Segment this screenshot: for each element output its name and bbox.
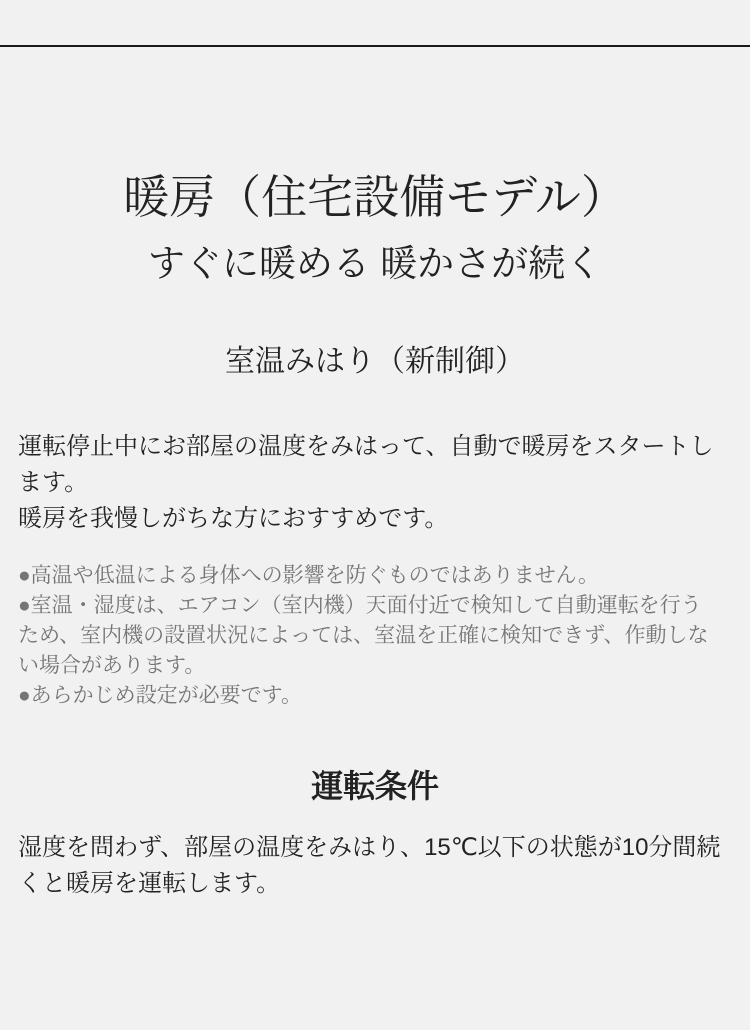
note-item: ため、室内機の設置状況によっては、室温を正確に検知できず、作動しな [18, 624, 709, 647]
text-line: 湿度を問わず、部屋の温度をみはり、15℃以下の状態が10分間続 [18, 834, 721, 861]
conditions-description [18, 830, 732, 902]
note-item: ●高温や低温による身体への影響を防ぐものではありません。 [18, 564, 599, 587]
page-content [0, 169, 750, 902]
section-title-room-temp-monitor: 室温みはり（新制御） [225, 345, 525, 378]
monitor-description [18, 429, 732, 537]
text-line: 暖房を我慢しがちな方におすすめです。 [18, 505, 449, 532]
note-item: ●室温・湿度は、エアコン（室内機）天面付近で検知して自動運転を行う [18, 594, 702, 617]
note-item: い場合があります。 [18, 654, 206, 677]
notes-list [18, 561, 732, 711]
page-subtitle: すぐに暖める 暖かさが続く [147, 243, 603, 284]
text-line: 運転停止中にお部屋の温度をみはって、自動で暖房をスタートし [18, 433, 714, 460]
section-title-operating-conditions: 運転条件 [310, 768, 439, 804]
page-title: 暖房（住宅設備モデル） [123, 171, 627, 223]
text-line: くと暖房を運転します。 [18, 870, 281, 897]
top-divider [0, 45, 750, 47]
text-line: ます。 [18, 469, 89, 496]
note-item: ●あらかじめ設定が必要です。 [18, 684, 303, 707]
